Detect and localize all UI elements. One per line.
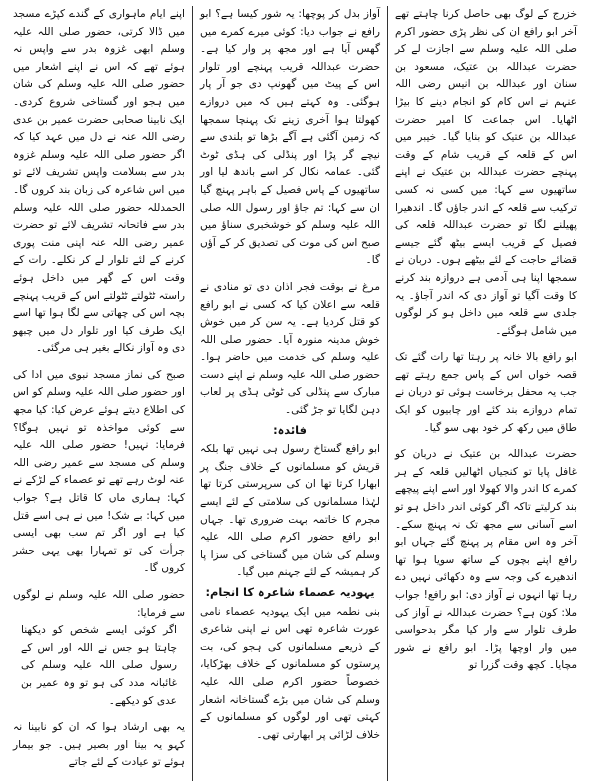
article-column-middle [192,6,388,781]
paragraph: حضور صلی اللہ علیہ وسلم نے لوگوں سے فرمایا: [13,589,185,619]
article-column-left [6,6,192,781]
paragraph: مرغ نے بوقت فجر اذان دی تو منادی نے قلعہ سے اعلان کیا کہ کسی نے ابو رافع کو قتل کردیا ہے۔ یہ سن کر میں خوش خوش مدینہ منورہ آیا۔ حضور صلی اللہ علیہ وسلم کی خدمت میں حاضر ہوا۔ حضور صلی اللہ علیہ وسلم نے اپنے دست مبارک سے پنڈلی کی ٹوٹی ہڈی پر لعاب دہن لگایا تو جڑ گئی۔ [200,280,380,417]
paragraph: بنی نطمہ میں ایک یہودیہ عصماء نامی عورت شاعرہ تھی اس نے اپنی شاعری کے ذریعے مسلمانوں کی ہجو کی، بت پرستوں کو مسلمانوں کے خلاف بھڑکایا، خصوصاً حضور اکرم صلی اللہ علیہ وسلم کی شان میں بڑے گستاخانہ اشعار کہتی تھی اور لوگوں کو مسلمانوں کے خلاف لڑائی پر ابھارتی تھی۔ [200,605,380,741]
paragraph: خزرج کے لوگ بھی حاصل کرنا چاہتے تھے آخر ابو رافع ان کی نظر پڑی حضور اکرم صلی اللہ علیہ وسلم سے اجازت لے کر حضرت عبداللہ بن عتیک، مسعود بن سنان اور عبداللہ بن انیس رضی اللہ عنہم نے اس کام کو انجام دینے کا بیڑا اٹھایا۔ اس جماعت کا امیر حضرت عبداللہ بن عتیک کو بنایا گیا۔ خیبر میں اس کے قلعہ کے قریب شام کے وقت پہنچے حضرت عبداللہ بن عتیک نے اپنے ساتھیوں سے کہا: میں کسی نہ کسی ترکیب سے قلعہ کے اندر جاؤں گا۔ اندھیرا پھیلنے لگا تو حضرت عبداللہ قلعہ کی فصیل کے قریب ایسے بیٹھ گئے جیسے قضائے حاجت کے لئے بیٹھے ہوں۔ دربان نے سمجھا اپنا ہی آدمی ہے دروازہ بند کرنے کا وقت آگیا تو آواز دی کہ اندر آجاؤ۔ یہ جلدی سے قلعہ میں داخل ہو کر لوگوں میں شامل ہوگئے۔ [395,8,577,337]
paragraph: یہ بھی ارشاد ہوا کہ ان کو نابینا نہ کہو یہ بینا اور بصیر ہیں۔ جو بیمار ہوئے تو عیادت کے لئے جاتے [13,721,185,769]
paragraph: ابو رافع گستاخ رسول ہی نہیں تھا بلکہ قریش کو مسلمانوں کے خلاف جنگ پر ابھارا کرتا تھا ان کی سرپرستی کرتا تھا لہٰذا مسلمانوں کی سلامتی کے لئے ایسے مجرم کا خاتمہ بہت ضروری تھا۔ جہاں ابو رافع حضور اکرم صلی اللہ علیہ وسلم کی شان میں گستاخی کی سزا پا کر ہمیشہ کے لئے جہنم میں گیا۔ [200,443,380,579]
paragraph: اپنے ایام ماہواری کے گندے کپڑے مسجد میں ڈالا کرتی، حضور صلی اللہ علیہ وسلم ابھی غزوہ بدر سے واپس نہ ہوئے تھے کہ اس نے اپنے اشعار میں حضور صلی اللہ علیہ وسلم کی شان میں ہجو اور گستاخی شروع کردی۔ ایک نابینا صحابی حضرت عمیر بن عدی رضی اللہ عنہ نے دل میں عہد کیا کہ اگر حضور صلی اللہ علیہ وسلم غزوہ بدر سے بسلامت واپس تشریف لائے تو میں اس شاعرہ کی زبان بند کروں گا۔ الحمدللہ حضور صلی اللہ علیہ وسلم بدر سے فاتحانہ تشریف لائے تو حضرت عمیر رضی اللہ عنہ اپنی منت پوری کرنے کے لئے تلوار لے کر نکلے۔ رات کے وقت اس کے گھر میں داخل ہوئے راستہ ٹٹولتے ٹٹولتے اس کے قریب پہنچے بچہ اس کی چھاتی سے لگا ہوا تھا اسے ایک طرف کیا اور تلوار دل میں چبھو دی وہ آواز نکالے بغیر ہی مرگئی۔ [13,8,185,355]
paragraph: حضرت عبداللہ بن عتیک نے دربان کو غافل پایا تو کنجیاں اٹھالیں قلعہ کے ہر کمرے کا اندر والا کھولا اور اسے اپنے پیچھے بند کرلیتے تاکہ اگر کوئی اندر داخل ہو تو اسے آسانی سے مجھ تک نہ پہنچ سکے۔ آخر وہ اس مقام پر پہنچ گئے جہاں ابو رافع اپنے بچوں کے ساتھ سویا ہوا تھا اندھیرے کی وجہ سے وہ دکھائی نہیں دے رہا تھا انہوں نے آواز دی: ابو رافع! جواب ملا: کون ہے؟ حضرت عبداللہ نے آواز کی طرف تلوار سے وار کیا مگر بدحواسی میں وار اوچھا پڑا۔ ابو رافع نے شور مچایا۔ کچھ وقت گزرا تو [395,448,577,672]
section-heading-asma: یہودیہ عصماء شاعرہ کا انجام: [205,585,375,599]
hadith-quote: اگر کوئی ایسے شخص کو دیکھنا چاہتا ہو جس نے اللہ اور اس کے رسول صلی اللہ علیہ وسلم کی غائبانہ مدد کی ہو تو وہ عمیر بن عدی کو دیکھے۔ [21,624,177,707]
paragraph: صبح کی نماز مسجد نبوی میں ادا کی اور حضور صلی اللہ علیہ وسلم کو اس کی اطلاع دیتے ہوئے عرض کیا: کیا مجھ سے کوئی مواخذہ تو نہیں ہوگا؟ فرمایا: نہیں! حضور صلی اللہ علیہ وسلم کی مسجد سے عمیر رضی اللہ عنہ لوٹ رہے تھے تو عصماء کے لڑکے نے کہا: ہماری ماں کا قاتل ہے؟ جواب میں کہا: بے شک! میں نے ہی اسے قتل کیا ہے اور اگر تم سب بھی ایسی جرأت کی تو تمہارا بھی یہی حشر کروں گا۔ [13,368,185,575]
section-heading-faida: فائدہ: [273,422,307,437]
paragraph: آواز بدل کر پوچھا: یہ شور کیسا ہے؟ ابو رافع نے جواب دیا: کوئی میرے کمرے میں گھس آیا ہے اور مجھ پر وار کیا ہے۔ حضرت عبداللہ قریب پہنچے اور تلوار اس کے پیٹ میں گھونپ دی جو آر پار ہوگئی۔ وہ کہتے ہیں کہ میں دروازے کھولتا ہوا آخری زینے تک پہنچا سمجھا کہ زمین آگئی ہے آگے بڑھا تو بلندی سے نیچے گر پڑا اور پنڈلی کی ہڈی ٹوٹ گئی۔ عمامہ نکال کر اسے باندھ لیا اور ساتھیوں کے پاس فصیل کے باہر پہنچ گیا ان سے کہا: تم جاؤ اور رسول اللہ صلی اللہ علیہ وسلم کو خوشخبری سناؤ میں صبح اس کی موت کی تصدیق کر کے آؤں گا۔ [200,8,380,267]
article-column-right [388,6,584,781]
paragraph: ابو رافع بالا خانہ پر رہتا تھا رات گئے تک قصہ خواں اس کے پاس جمع رہتے تھے جب یہ محفل برخاست ہوئی تو دربان نے تمام دروازے بند کئے اور چابیوں کو ایک طاق میں رکھ کر خود بھی سو گیا۔ [395,351,577,434]
